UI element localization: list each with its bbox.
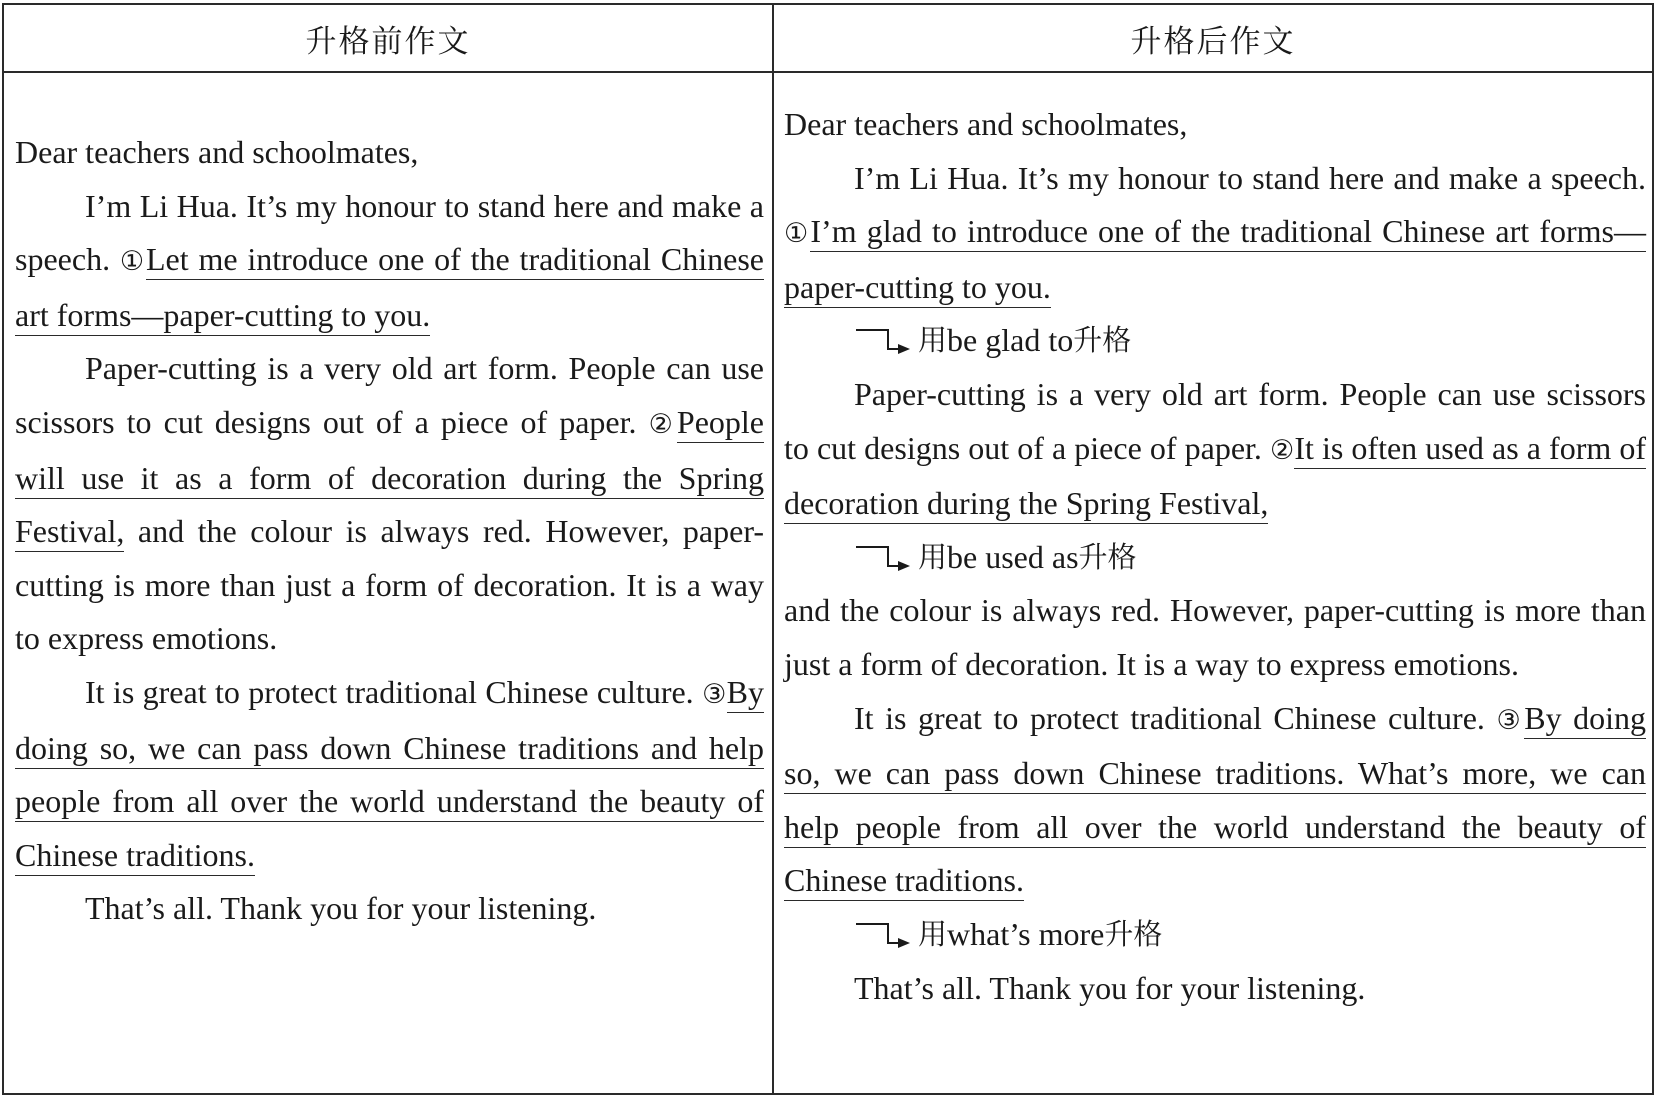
before-p3-text: It is great to protect traditional Chinese culture.: [85, 673, 703, 710]
after-p3-text: It is great to protect traditional Chinese culture.: [854, 699, 1497, 736]
comparison-table: [2, 3, 1654, 1095]
note-1-upgrade: 升格: [1073, 323, 1132, 358]
note-2-use: 用: [918, 539, 948, 574]
after-paragraph-2: [784, 368, 1646, 531]
before-p2-rest: and the colour is always red. However, paper-cutting is more than just a form of decoration. It is a way to express emotions.: [15, 513, 764, 657]
upgrade-note-1: [784, 314, 1646, 368]
before-essay: [4, 73, 772, 936]
after-essay: [774, 73, 1652, 1015]
before-paragraph-3: [15, 666, 764, 882]
before-closing: That’s all. Thank you for your listening.: [85, 890, 597, 927]
before-underlined-sentence-3: By doing so, we can pass down Chinese traditions and help people from all over the world understand the beauty of Chinese traditions.: [15, 674, 764, 876]
circled-number-1: ①: [784, 218, 811, 250]
note-3-use: 用: [918, 916, 948, 951]
before-underlined-sentence-2: People will use it as a form of decoration during the Spring Festival,: [15, 404, 764, 552]
circled-number-2: ②: [648, 408, 677, 440]
note-3-phrase: what’s more: [947, 915, 1105, 952]
after-paragraph-1: [784, 152, 1646, 315]
before-underlined-sentence-1: Let me introduce one of the traditional Chinese art forms—paper-cutting to you.: [15, 241, 764, 336]
before-p1-text: I’m Li Hua. It’s my honour to stand here and make a speech.: [15, 187, 764, 278]
after-p1-text: I’m Li Hua. It’s my honour to stand here and make a speech.: [854, 159, 1646, 196]
before-paragraph-1: [15, 180, 764, 343]
circled-number-3: ③: [1496, 704, 1525, 736]
upgrade-note-2: [784, 531, 1646, 585]
circled-number-1: ①: [119, 246, 146, 278]
after-greeting: Dear teachers and schoolmates,: [784, 106, 1188, 142]
circled-number-2: ②: [1270, 434, 1295, 466]
before-greeting: Dear teachers and schoolmates,: [15, 134, 419, 170]
corner-arrow-icon: [854, 919, 914, 951]
corner-arrow-icon: [854, 542, 914, 574]
before-essay-cell: [3, 72, 773, 1094]
after-essay-cell: [773, 72, 1653, 1094]
corner-arrow-icon: [854, 325, 914, 357]
after-paragraph-2-continued: and the colour is always red. However, paper-cutting is more than just a form of decoration. It is a way to express emotions.: [784, 592, 1646, 682]
note-2-phrase: be used as: [947, 538, 1079, 575]
after-p2-text: Paper-cutting is a very old art form. People can use scissors to cut designs out of a piece of paper.: [784, 375, 1646, 466]
note-2-upgrade: 升格: [1078, 539, 1137, 574]
body-row: [3, 72, 1653, 1094]
header-before: 升格前作文: [3, 4, 773, 72]
after-paragraph-3: [784, 692, 1646, 908]
note-1-use: 用: [918, 323, 948, 358]
after-underlined-sentence-2: It is often used as a form of decoration during the Spring Festival,: [784, 430, 1646, 525]
before-paragraph-2: [15, 342, 764, 666]
circled-number-3: ③: [702, 678, 727, 710]
before-p2-text: Paper-cutting is a very old art form. People can use scissors to cut designs out of a piece of paper.: [15, 350, 764, 440]
note-1-phrase: be glad to: [947, 322, 1074, 359]
upgrade-note-3: [784, 908, 1646, 962]
header-after: 升格后作文: [773, 4, 1653, 72]
note-3-upgrade: 升格: [1104, 916, 1163, 951]
after-underlined-sentence-3: By doing so, we can pass down Chinese traditions. What’s more, we can help people from all over the world understand the beauty of Chinese traditions.: [784, 700, 1646, 902]
after-closing: That’s all. Thank you for your listening.: [854, 969, 1366, 1006]
header-row: [3, 4, 1653, 72]
after-underlined-sentence-1: I’m glad to introduce one of the traditional Chinese art forms—paper-cutting to you.: [784, 213, 1646, 308]
